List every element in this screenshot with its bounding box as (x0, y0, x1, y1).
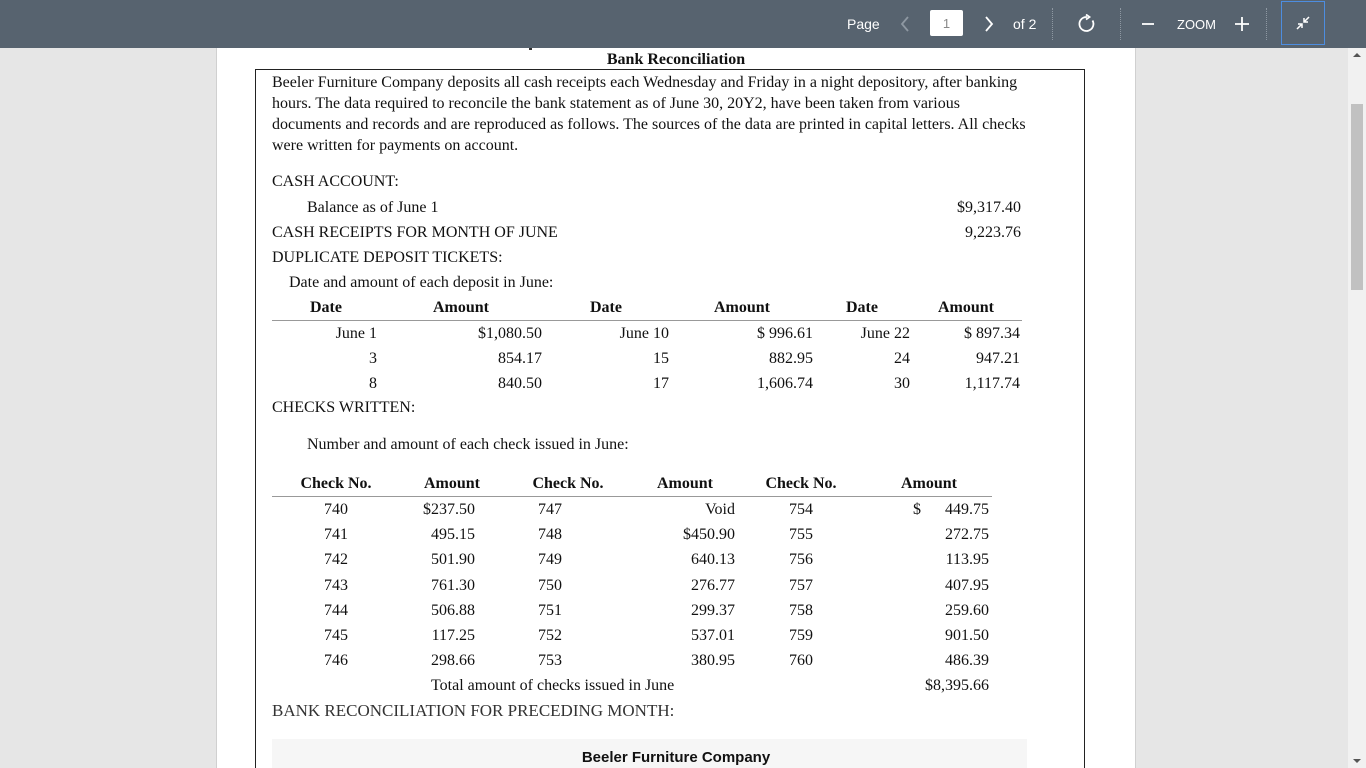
scroll-down-arrow-icon[interactable] (1353, 759, 1361, 763)
check-amount: 501.90 (431, 551, 475, 569)
deposit-date: 3 (369, 350, 377, 367)
exit-fullscreen-button[interactable] (1281, 1, 1325, 45)
check-amount: 407.95 (945, 576, 989, 594)
vertical-scrollbar[interactable] (1348, 48, 1366, 768)
check-amount: 761.30 (431, 576, 475, 594)
check-number: 741 (324, 526, 348, 544)
zoom-label: ZOOM (1177, 16, 1216, 32)
check-number: 758 (789, 601, 813, 619)
check-number: 740 (324, 501, 348, 518)
check-amount: 259.60 (945, 601, 989, 619)
chevron-right-icon (984, 16, 994, 32)
currency-prefix: $ (913, 501, 921, 518)
deposit-date: 24 (894, 350, 910, 367)
check-header-number: Check No. (300, 475, 372, 492)
check-amount: 272.75 (945, 526, 989, 544)
check-amount: 113.95 (945, 551, 989, 569)
rotate-icon (1077, 14, 1097, 34)
chevron-left-icon (900, 16, 910, 32)
deposit-date: 8 (369, 375, 377, 392)
deposit-amount: 1,606.74 (757, 375, 813, 392)
deposit-date: June 1 (335, 325, 377, 342)
checks-intro: Number and amount of each check issued in June: (307, 436, 629, 453)
previous-page-button[interactable] (897, 0, 913, 48)
check-number: 748 (538, 526, 562, 544)
zoom-out-button[interactable] (1140, 0, 1156, 48)
scroll-up-arrow-icon[interactable] (1353, 53, 1361, 57)
next-page-button[interactable] (981, 0, 997, 48)
check-number: 755 (789, 526, 813, 544)
company-name: Beeler Furniture Company (581, 749, 771, 766)
zoom-in-button[interactable] (1232, 0, 1252, 48)
receipts-value: 9,223.76 (965, 224, 1021, 241)
check-number: 743 (324, 576, 348, 594)
toolbar-divider (1052, 8, 1053, 40)
deposit-header-date: Date (310, 299, 342, 316)
deposit-date: 30 (894, 375, 910, 392)
check-amount: $450.90 (683, 526, 735, 544)
deposit-header-rule (272, 320, 1022, 321)
check-number: 751 (538, 601, 562, 619)
intro-paragraph: Beeler Furniture Company deposits all cash receipts each Wednesday and Friday in a night depository, after banking hours. The data required to reconcile the bank statement as of June 30, 20Y2, have been taken from various documents and records and are reproduced as follows. The sources of the data are printed in capital letters. All checks were written for payments on account. (272, 74, 1026, 154)
checks-written-label: CHECKS WRITTEN: (272, 399, 416, 416)
duplicate-deposit-label: DUPLICATE DEPOSIT TICKETS: (272, 249, 503, 266)
check-number: 753 (538, 652, 562, 670)
collapse-icon (1294, 14, 1312, 32)
balance-label: Balance as of June 1 (307, 199, 439, 216)
total-checks-label: Total amount of checks issued in June (431, 677, 675, 694)
page-count-label: of 2 (1013, 16, 1037, 32)
check-header-amount: Amount (656, 475, 713, 492)
deposit-amount: $ 897.34 (964, 325, 1020, 342)
deposit-amount: $1,080.50 (478, 325, 542, 342)
check-amount: 901.50 (945, 627, 989, 644)
check-header-amount: Amount (900, 475, 957, 492)
check-amount: 640.13 (691, 551, 735, 569)
check-number: 760 (789, 652, 813, 670)
deposit-header-date: Date (846, 299, 878, 316)
deposit-amount: $ 996.61 (757, 325, 813, 342)
check-amount: 276.77 (691, 576, 735, 594)
check-header-amount: Amount (423, 475, 480, 492)
check-number: 745 (324, 627, 348, 644)
check-number: 757 (789, 576, 813, 594)
check-number: 750 (538, 576, 562, 594)
check-number: 742 (324, 551, 348, 569)
deposit-amount: 882.95 (769, 350, 813, 367)
deposit-date: 15 (653, 350, 669, 367)
page-number-input[interactable]: 1 (930, 10, 963, 36)
deposit-amount: 1,117.74 (964, 375, 1020, 392)
check-number: 746 (324, 652, 348, 670)
deposit-header-amount: Amount (432, 299, 489, 316)
preceding-month-label: BANK RECONCILIATION FOR PRECEDING MONTH: (272, 701, 675, 720)
scrollbar-thumb[interactable] (1351, 104, 1363, 290)
check-header-rule (272, 496, 992, 497)
check-header-number: Check No. (765, 475, 837, 492)
deposit-header-amount: Amount (713, 299, 770, 316)
doc-title: Bank Reconciliation (606, 51, 746, 68)
check-amount: 506.88 (431, 601, 475, 619)
check-number: 756 (789, 551, 813, 569)
deposit-header-amount: Amount (937, 299, 994, 316)
receipts-label: CASH RECEIPTS FOR MONTH OF JUNE (272, 224, 558, 241)
balance-value: $9,317.40 (957, 199, 1021, 216)
check-amount: 298.66 (431, 652, 475, 670)
check-number: 759 (789, 627, 813, 644)
check-amount: $237.50 (423, 501, 475, 518)
deposit-date: June 22 (860, 325, 910, 342)
check-number: 754 (789, 501, 813, 518)
rotate-button[interactable] (1074, 0, 1100, 48)
cash-account-label: CASH ACCOUNT: (272, 173, 399, 190)
toolbar-divider (1266, 8, 1267, 40)
plus-icon (1234, 16, 1250, 32)
check-header-number: Check No. (532, 475, 604, 492)
check-amount: 537.01 (691, 627, 735, 644)
check-number: 752 (538, 627, 562, 644)
toolbar-divider (1120, 8, 1121, 40)
deposit-date: June 10 (619, 325, 669, 342)
check-amount: 299.37 (691, 601, 735, 619)
deposit-amount: 840.50 (498, 375, 542, 392)
check-number: 744 (324, 601, 348, 619)
check-amount: 486.39 (945, 652, 989, 670)
page-label: Page (847, 16, 880, 32)
total-checks-value: $8,395.66 (925, 677, 989, 694)
minus-icon (1141, 17, 1155, 31)
deposit-amount: 854.17 (498, 350, 542, 367)
check-number: 749 (538, 551, 562, 569)
document-page (216, 48, 1136, 768)
check-amount: 449.75 (945, 501, 989, 518)
check-amount: 495.15 (431, 526, 475, 544)
check-number: 747 (538, 501, 562, 518)
check-amount: 117.25 (431, 627, 475, 644)
deposit-header-date: Date (590, 299, 622, 316)
deposit-amount: 947.21 (976, 350, 1020, 367)
check-amount: Void (705, 501, 735, 518)
viewer-toolbar (0, 0, 1366, 48)
deposit-intro: Date and amount of each deposit in June: (289, 274, 554, 291)
deposit-date: 17 (653, 375, 669, 392)
check-amount: 380.95 (691, 652, 735, 670)
